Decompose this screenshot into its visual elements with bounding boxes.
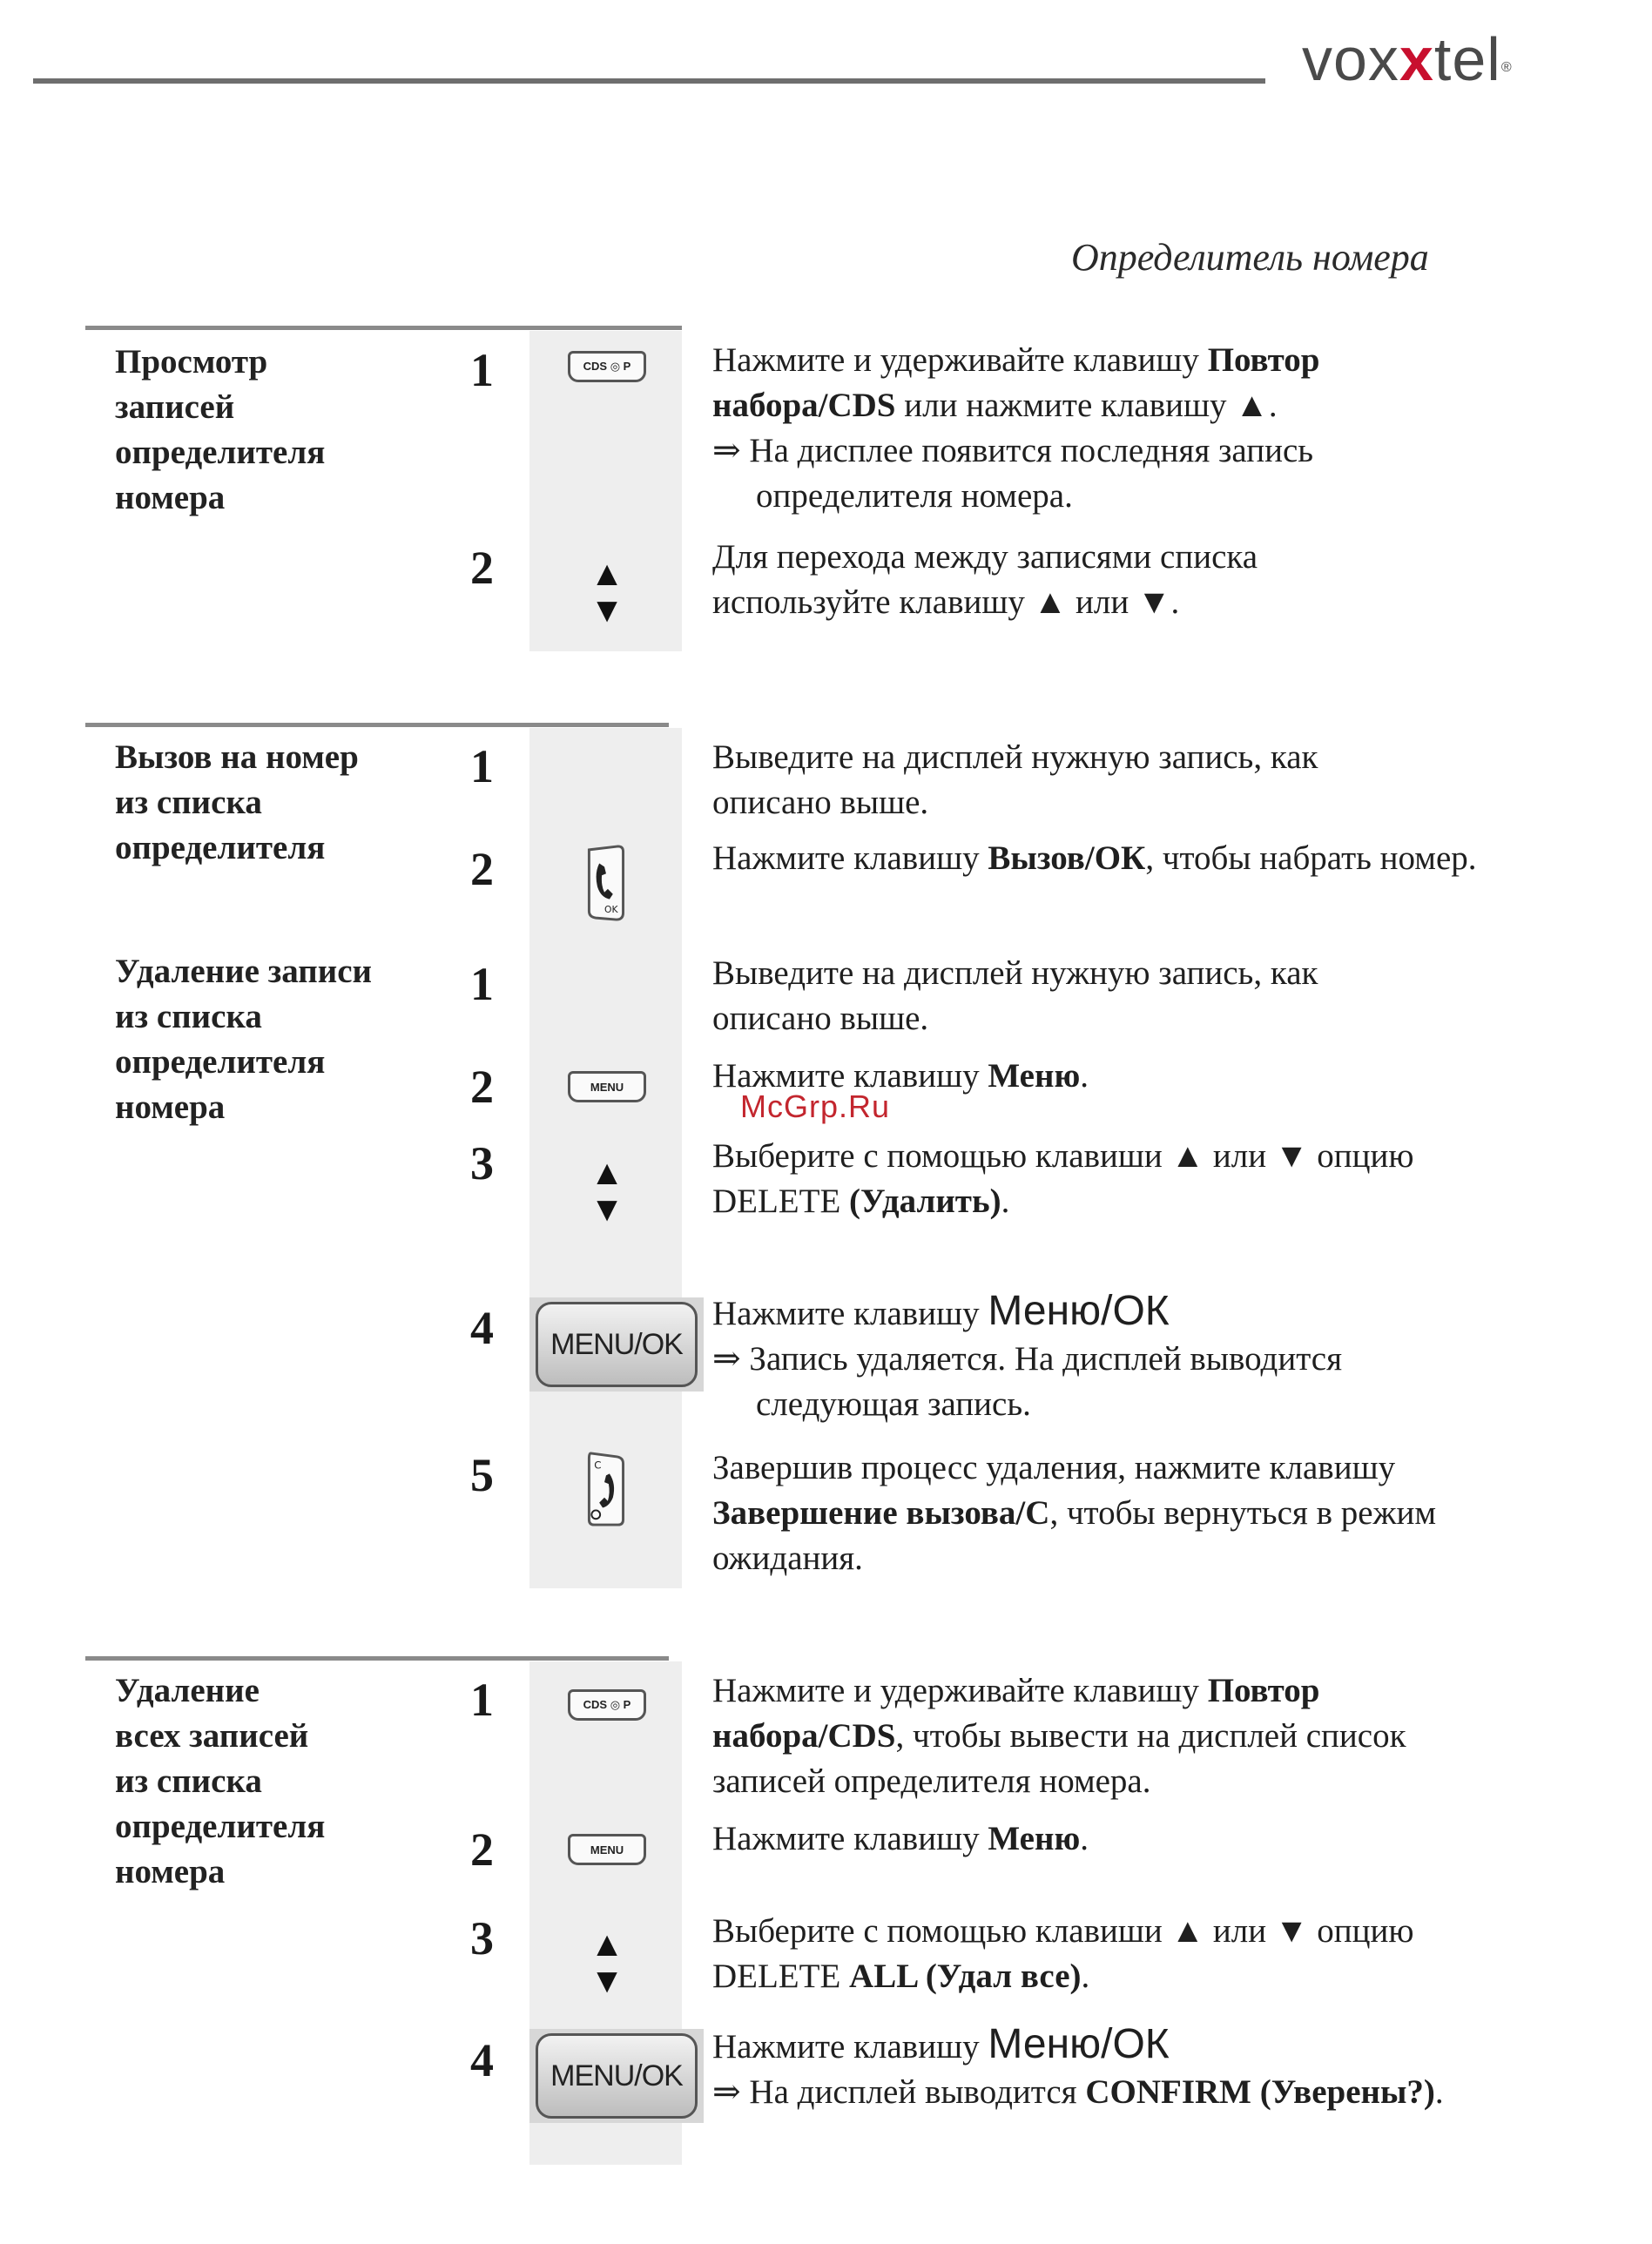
- step-instruction: Нажмите клавишу Меню.: [712, 1820, 1089, 1857]
- section-rule: [85, 1656, 669, 1661]
- step-instruction: Для перехода между записями списка используйте клавишу ▲ или ▼.: [712, 538, 1258, 621]
- up-down-arrows-icon: ▲ ▼: [590, 554, 624, 630]
- step-number: 1: [470, 344, 494, 396]
- step-number: 1: [470, 958, 494, 1010]
- step-instruction: Выведите на дисплей нужную запись, как описано выше.: [712, 738, 1318, 821]
- step-instruction: Завершив процесс удаления, нажмите клавишу Завершение вызова/С, чтобы вернуться в режим ожидания.: [712, 1449, 1437, 1577]
- menu-key-icon: MENU: [568, 1071, 646, 1102]
- call-ok-key-icon: [583, 845, 627, 923]
- step-number: 1: [470, 740, 494, 792]
- step-number: 3: [470, 1137, 494, 1189]
- step-number: 2: [470, 542, 494, 594]
- step-instruction: Выберите с помощью клавиши ▲ или ▼ опцию DELETE ALL (Удал все).: [712, 1912, 1414, 1995]
- menu-ok-key-icon: MENU/OK: [529, 2029, 704, 2123]
- section-label-delete: Удаление записи из списка определителя номера: [115, 953, 373, 1126]
- section-label-delete-all: Удаление всех записей из списка определителя номера: [115, 1672, 326, 1890]
- step-number: 2: [470, 1823, 494, 1876]
- menu-key-icon: MENU: [568, 1834, 646, 1865]
- step-number: 2: [470, 843, 494, 895]
- svg-text:C: C: [594, 1459, 602, 1472]
- step-instruction: Нажмите клавишу Вызов/ОК, чтобы набрать номер.: [712, 839, 1477, 877]
- step-instruction: Нажмите клавишу Меню/ОК ⇒ На дисплей выводится CONFIRM (Уверены?).: [712, 2021, 1444, 2111]
- step-number: 3: [470, 1912, 494, 1964]
- step-number: 2: [470, 1061, 494, 1113]
- section-label-view: Просмотр записей определителя номера: [115, 343, 326, 516]
- up-down-arrows-icon: ▲ ▼: [590, 1153, 624, 1229]
- menu-ok-key-icon: MENU/OK: [529, 1297, 704, 1392]
- step-instruction: Выберите с помощью клавиши ▲ или ▼ опцию DELETE (Удалить).: [712, 1137, 1414, 1220]
- step-number: 1: [470, 1674, 494, 1726]
- cds-key-icon: CDS ◎ P: [568, 1689, 646, 1721]
- step-instruction: Нажмите и удерживайте клавишу Повтор набора/CDS, чтобы вывести на дисплей список записей определителя номера.: [712, 1672, 1406, 1800]
- up-down-arrows-icon: ▲ ▼: [590, 1924, 624, 2000]
- watermark: McGrp.Ru: [740, 1088, 891, 1124]
- step-instruction: Нажмите и удерживайте клавишу Повтор набора/CDS или нажмите клавишу ▲. ⇒ На дисплее появится последняя запись определителя номера.: [712, 341, 1320, 515]
- page-title: Определитель номера: [1071, 236, 1429, 279]
- step-instruction: Выведите на дисплей нужную запись, как описано выше.: [712, 954, 1318, 1037]
- section-rule: [85, 723, 669, 727]
- section-rule: [85, 326, 682, 330]
- step-number: 4: [470, 1302, 494, 1354]
- step-instruction: Нажмите клавишу Меню/ОК ⇒ Запись удаляется. На дисплей выводится следующая запись.: [712, 1288, 1343, 1423]
- step-instruction: Нажмите клавишу Меню.: [712, 1057, 1089, 1095]
- brand-logo: voxxtel®: [1302, 25, 1513, 93]
- step-number: 4: [470, 2034, 494, 2086]
- header-rule: [33, 78, 1265, 84]
- svg-text:OK: OK: [604, 904, 618, 916]
- end-call-key-icon: [583, 1450, 627, 1528]
- cds-key-icon: CDS ◎ P: [568, 351, 646, 382]
- step-number: 5: [470, 1449, 494, 1501]
- section-label-call: Вызов на номер из списка определителя: [115, 738, 359, 866]
